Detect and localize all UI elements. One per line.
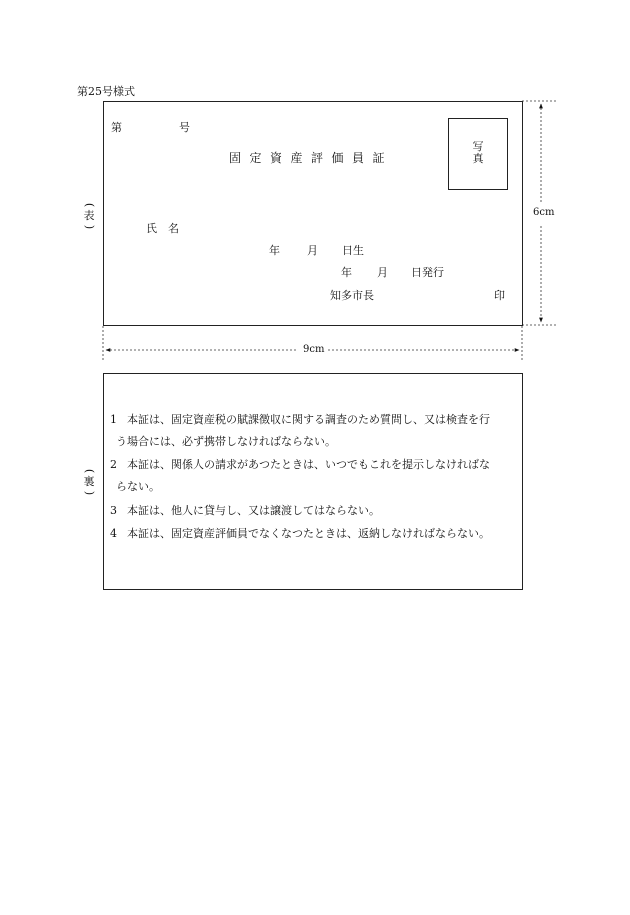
- front-side-label: ( 表 ): [83, 202, 96, 230]
- back-side-char: 裏: [83, 475, 95, 488]
- name-label: 氏 名: [146, 222, 179, 235]
- card-front: [103, 101, 523, 326]
- issue-year-label: 年: [341, 266, 352, 279]
- card-back: [103, 373, 523, 590]
- photo-label: 写 真: [472, 140, 484, 165]
- issue-day-label: 日発行: [411, 266, 444, 279]
- card-number-suffix: 号: [179, 121, 190, 134]
- note-item-3: 3 本証は、他人に貸与し、又は譲渡してはならない。: [110, 504, 380, 517]
- note-item-4: 4 本証は、固定資産評価員でなくなつたときは、返納しなければならない。: [110, 527, 490, 540]
- birth-year-label: 年: [269, 244, 280, 257]
- height-dimension-label: 6cm: [530, 208, 557, 218]
- note-item-1: 1 本証は、固定資産税の賦課徴収に関する調査のため質問し、又は検査を行 う場合には、必ず携帯しなければならない。: [110, 413, 490, 448]
- card-number-prefix: 第: [111, 121, 122, 134]
- mayor-title: 知多市長: [330, 289, 374, 302]
- form-number-label: 第25号様式: [77, 85, 135, 98]
- issue-month-label: 月: [377, 266, 388, 279]
- birth-day-label: 日生: [342, 244, 364, 257]
- photo-box: [448, 118, 508, 190]
- seal-mark: 印: [494, 289, 505, 302]
- back-side-label: ( 裏 ): [83, 468, 96, 496]
- card-title: 固定資産評価員証: [229, 151, 394, 165]
- width-dimension-label: 9cm: [300, 345, 327, 355]
- note-item-2: 2 本証は、関係人の請求があつたときは、いつでもこれを提示しなければな らない。: [110, 458, 490, 493]
- front-side-char: 表: [83, 209, 95, 222]
- birth-month-label: 月: [307, 244, 318, 257]
